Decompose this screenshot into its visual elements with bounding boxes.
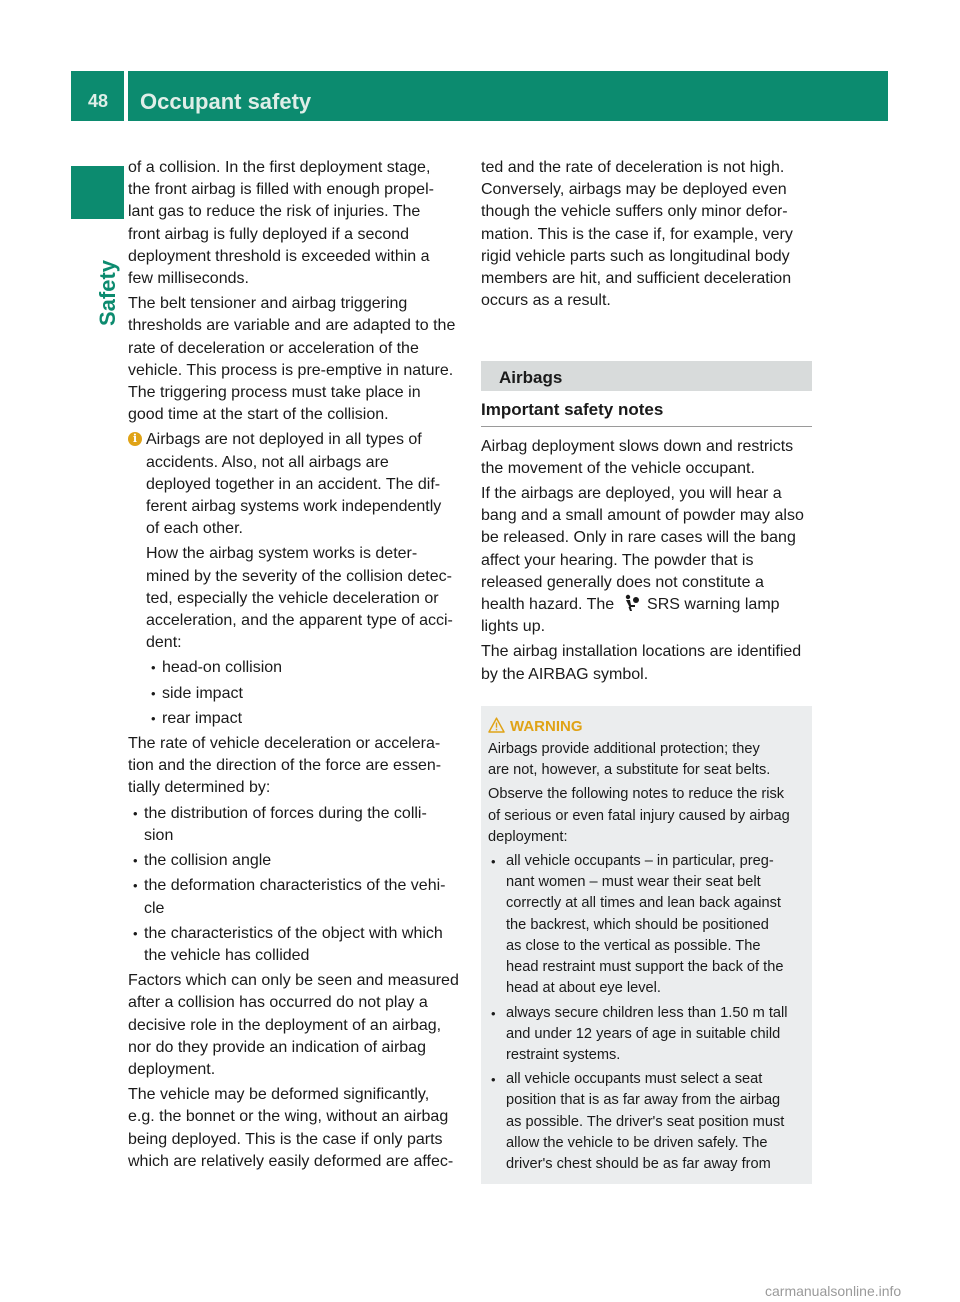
list-item (488, 1069, 804, 1175)
text-line: Observe the following notes to reduce the risk (488, 786, 785, 803)
list-item: • side impact (146, 683, 460, 705)
paragraph-factors (128, 970, 460, 1081)
paragraph-rate (128, 733, 460, 800)
text-line: • all vehicle occupants must select a seat (506, 1071, 763, 1088)
text-line: few milliseconds. (128, 270, 249, 288)
text-line: • always secure children less than 1.50 m tall (506, 1004, 788, 1021)
determinant-list (128, 803, 460, 967)
collision-type-list (146, 657, 460, 730)
list-item (128, 850, 460, 872)
text-line: are not, however, a substitute for seat belts. (488, 762, 771, 779)
paragraph-thresholds (128, 293, 460, 426)
paragraph-deformed (128, 1084, 460, 1173)
text-line: Airbags provide additional protection; they (488, 741, 760, 758)
text-line: rigid vehicle parts such as longitudinal body (481, 247, 790, 265)
text-line: which are relatively easily deformed are affec- (128, 1152, 454, 1170)
note-paragraph (146, 429, 460, 540)
text-line: sion (144, 826, 174, 844)
text-line: The belt tensioner and airbag triggering (128, 295, 408, 313)
text-line: after a collision has occurred do not play a (128, 994, 428, 1012)
text-line: good time at the start of the collision. (128, 406, 389, 424)
page-number-tab (71, 71, 124, 121)
text-line: ted and the rate of deceleration is not high. (481, 159, 785, 176)
text-line: head restraint must support the back of the (506, 959, 784, 976)
text-line: by the AIRBAG symbol. (481, 665, 649, 683)
text-line: The vehicle may be deformed significantly, (128, 1086, 430, 1104)
text-line: position that is as far away from the airbag (506, 1092, 781, 1109)
text-line: thresholds are variable and are adapted to the (128, 317, 456, 335)
text-line: accidents. Also, not all airbags are (146, 453, 389, 471)
paragraph-restricts (481, 436, 812, 480)
text-line: deployment. (128, 1060, 216, 1078)
text-line: vehicle. This process is pre-emptive in nature. (128, 361, 454, 379)
text-line: correctly at all times and lean back against (506, 895, 781, 912)
side-section-label: Safety (95, 259, 120, 327)
text-line: e.g. the bonnet or the wing, without an airbag (128, 1108, 449, 1126)
text-line: as possible. The driver's seat position must (506, 1113, 785, 1130)
text-line: as close to the vertical as possible. The (506, 937, 761, 954)
text-line: The rate of vehicle deceleration or accelera- (128, 735, 441, 753)
text-line: the movement of the vehicle occupant. (481, 459, 755, 477)
list-item (488, 1003, 804, 1067)
warning-box (481, 706, 812, 1184)
text-line: tially determined by: (128, 779, 271, 797)
list-item (488, 851, 804, 999)
text-line: Airbags are not deployed in all types of (146, 431, 422, 449)
paragraph-continuation (481, 157, 812, 312)
warning-paragraph (488, 739, 804, 781)
paragraph-bang (481, 483, 812, 638)
text-line: The airbag installation locations are identified (481, 643, 802, 661)
text-line: Factors which can only be seen and measured (128, 972, 459, 990)
text-line: cle (144, 899, 165, 917)
side-tab-block (71, 166, 124, 219)
paragraph-installation (481, 641, 812, 685)
srs-warning-lamp-icon (622, 594, 640, 612)
text-line: and under 12 years of age in suitable child (506, 1025, 781, 1042)
text-line: Airbag deployment slows down and restricts (481, 437, 794, 455)
text-line: • all vehicle occupants – in particular, preg- (506, 853, 774, 870)
text-line: lant gas to reduce the risk of injuries. The (128, 203, 421, 221)
text-line: tion and the direction of the force are essen- (128, 757, 442, 775)
text-line: the vehicle has collided (144, 946, 310, 964)
text-line: nant women – must wear their seat belt (506, 874, 761, 891)
text-line: mined by the severity of the collision detec- (146, 567, 452, 585)
subheading-safety-notes: Important safety notes (481, 399, 812, 426)
text-line: released generally does not constitute a (481, 573, 764, 591)
text-line: of a collision. In the first deployment stage, (128, 159, 431, 176)
text-line: bang and a small amount of powder may also (481, 507, 804, 525)
list-item (128, 803, 460, 847)
text-line: mation. This is the case if, for example, very (481, 225, 793, 243)
text-line: Conversely, airbags may be deployed even (481, 181, 787, 199)
list-item: • head-on collision (146, 657, 460, 679)
text-line: ferent airbag systems work independently (146, 498, 442, 516)
warning-list (488, 851, 804, 1175)
text-line: deployment: (488, 828, 568, 845)
warning-heading (488, 716, 804, 737)
text-line: nor do they provide an indication of airbag (128, 1038, 426, 1056)
text-line: acceleration, and the apparent type of acci- (146, 612, 453, 630)
warning-triangle-icon (488, 717, 505, 733)
text-fragment: SRS warning lamp (647, 596, 780, 614)
right-column (481, 157, 812, 1184)
text-line: restraint systems. (506, 1046, 621, 1063)
text-line: of serious or even fatal injury caused by airbag (488, 807, 790, 824)
list-item: • rear impact (146, 708, 460, 730)
text-line: decisive role in the deployment of an airbag, (128, 1016, 442, 1034)
paragraph-deployment-stage (128, 157, 460, 290)
text-line: If the airbags are deployed, you will hear a (481, 485, 782, 503)
text-line: driver's chest should be as far away from (506, 1155, 771, 1172)
text-line: • the collision angle (144, 852, 272, 870)
left-column (128, 157, 460, 1176)
text-line: though the vehicle suffers only minor defor- (481, 203, 788, 221)
text-line: allow the vehicle to be driven safely. The (506, 1134, 768, 1151)
warning-paragraph (488, 784, 804, 848)
text-line: • the characteristics of the object with which (144, 924, 443, 942)
text-line: affect your hearing. The powder that is (481, 551, 754, 569)
text-line: The triggering process must take place in (128, 384, 421, 402)
text-line: the front airbag is filled with enough propel- (128, 181, 434, 199)
text-line: occurs as a result. (481, 292, 611, 310)
text-line: deployment threshold is exceeded within a (128, 247, 430, 265)
text-line: rate of deceleration or acceleration of the (128, 339, 419, 357)
text-line: dent: (146, 634, 182, 652)
chapter-title: Occupant safety (140, 89, 312, 114)
text-line: be released. Only in rare cases will the bang (481, 529, 796, 547)
note-paragraph (146, 543, 460, 654)
list-item (128, 875, 460, 919)
text-line: How the airbag system works is deter- (146, 545, 418, 563)
info-note (128, 429, 460, 730)
text-line: front airbag is fully deployed if a second (128, 225, 410, 243)
text-line: head at about eye level. (506, 980, 661, 997)
warning-title: WARNING (510, 717, 583, 735)
page-number: 48 (88, 91, 109, 111)
text-line: • the deformation characteristics of the vehi- (144, 877, 446, 895)
text-line (481, 594, 812, 616)
text-line: being deployed. This is the case if only parts (128, 1130, 443, 1148)
info-icon: i (128, 432, 142, 446)
text-line: of each other. (146, 520, 243, 538)
list-item (128, 923, 460, 967)
text-line: deployed together in an accident. The dif- (146, 475, 441, 493)
text-line: lights up. (481, 618, 546, 636)
text-line: ted, especially the vehicle deceleration or (146, 589, 439, 607)
text-fragment: health hazard. The (481, 596, 615, 614)
section-heading-airbags: Airbags (481, 361, 812, 391)
text-line: the backrest, which should be positioned (506, 916, 769, 933)
text-line: members are hit, and sufficient deceleration (481, 270, 792, 288)
text-line: • the distribution of forces during the colli- (144, 804, 427, 822)
chapter-header-bar (128, 71, 888, 121)
watermark: carmanualsonline.info (765, 1283, 902, 1299)
